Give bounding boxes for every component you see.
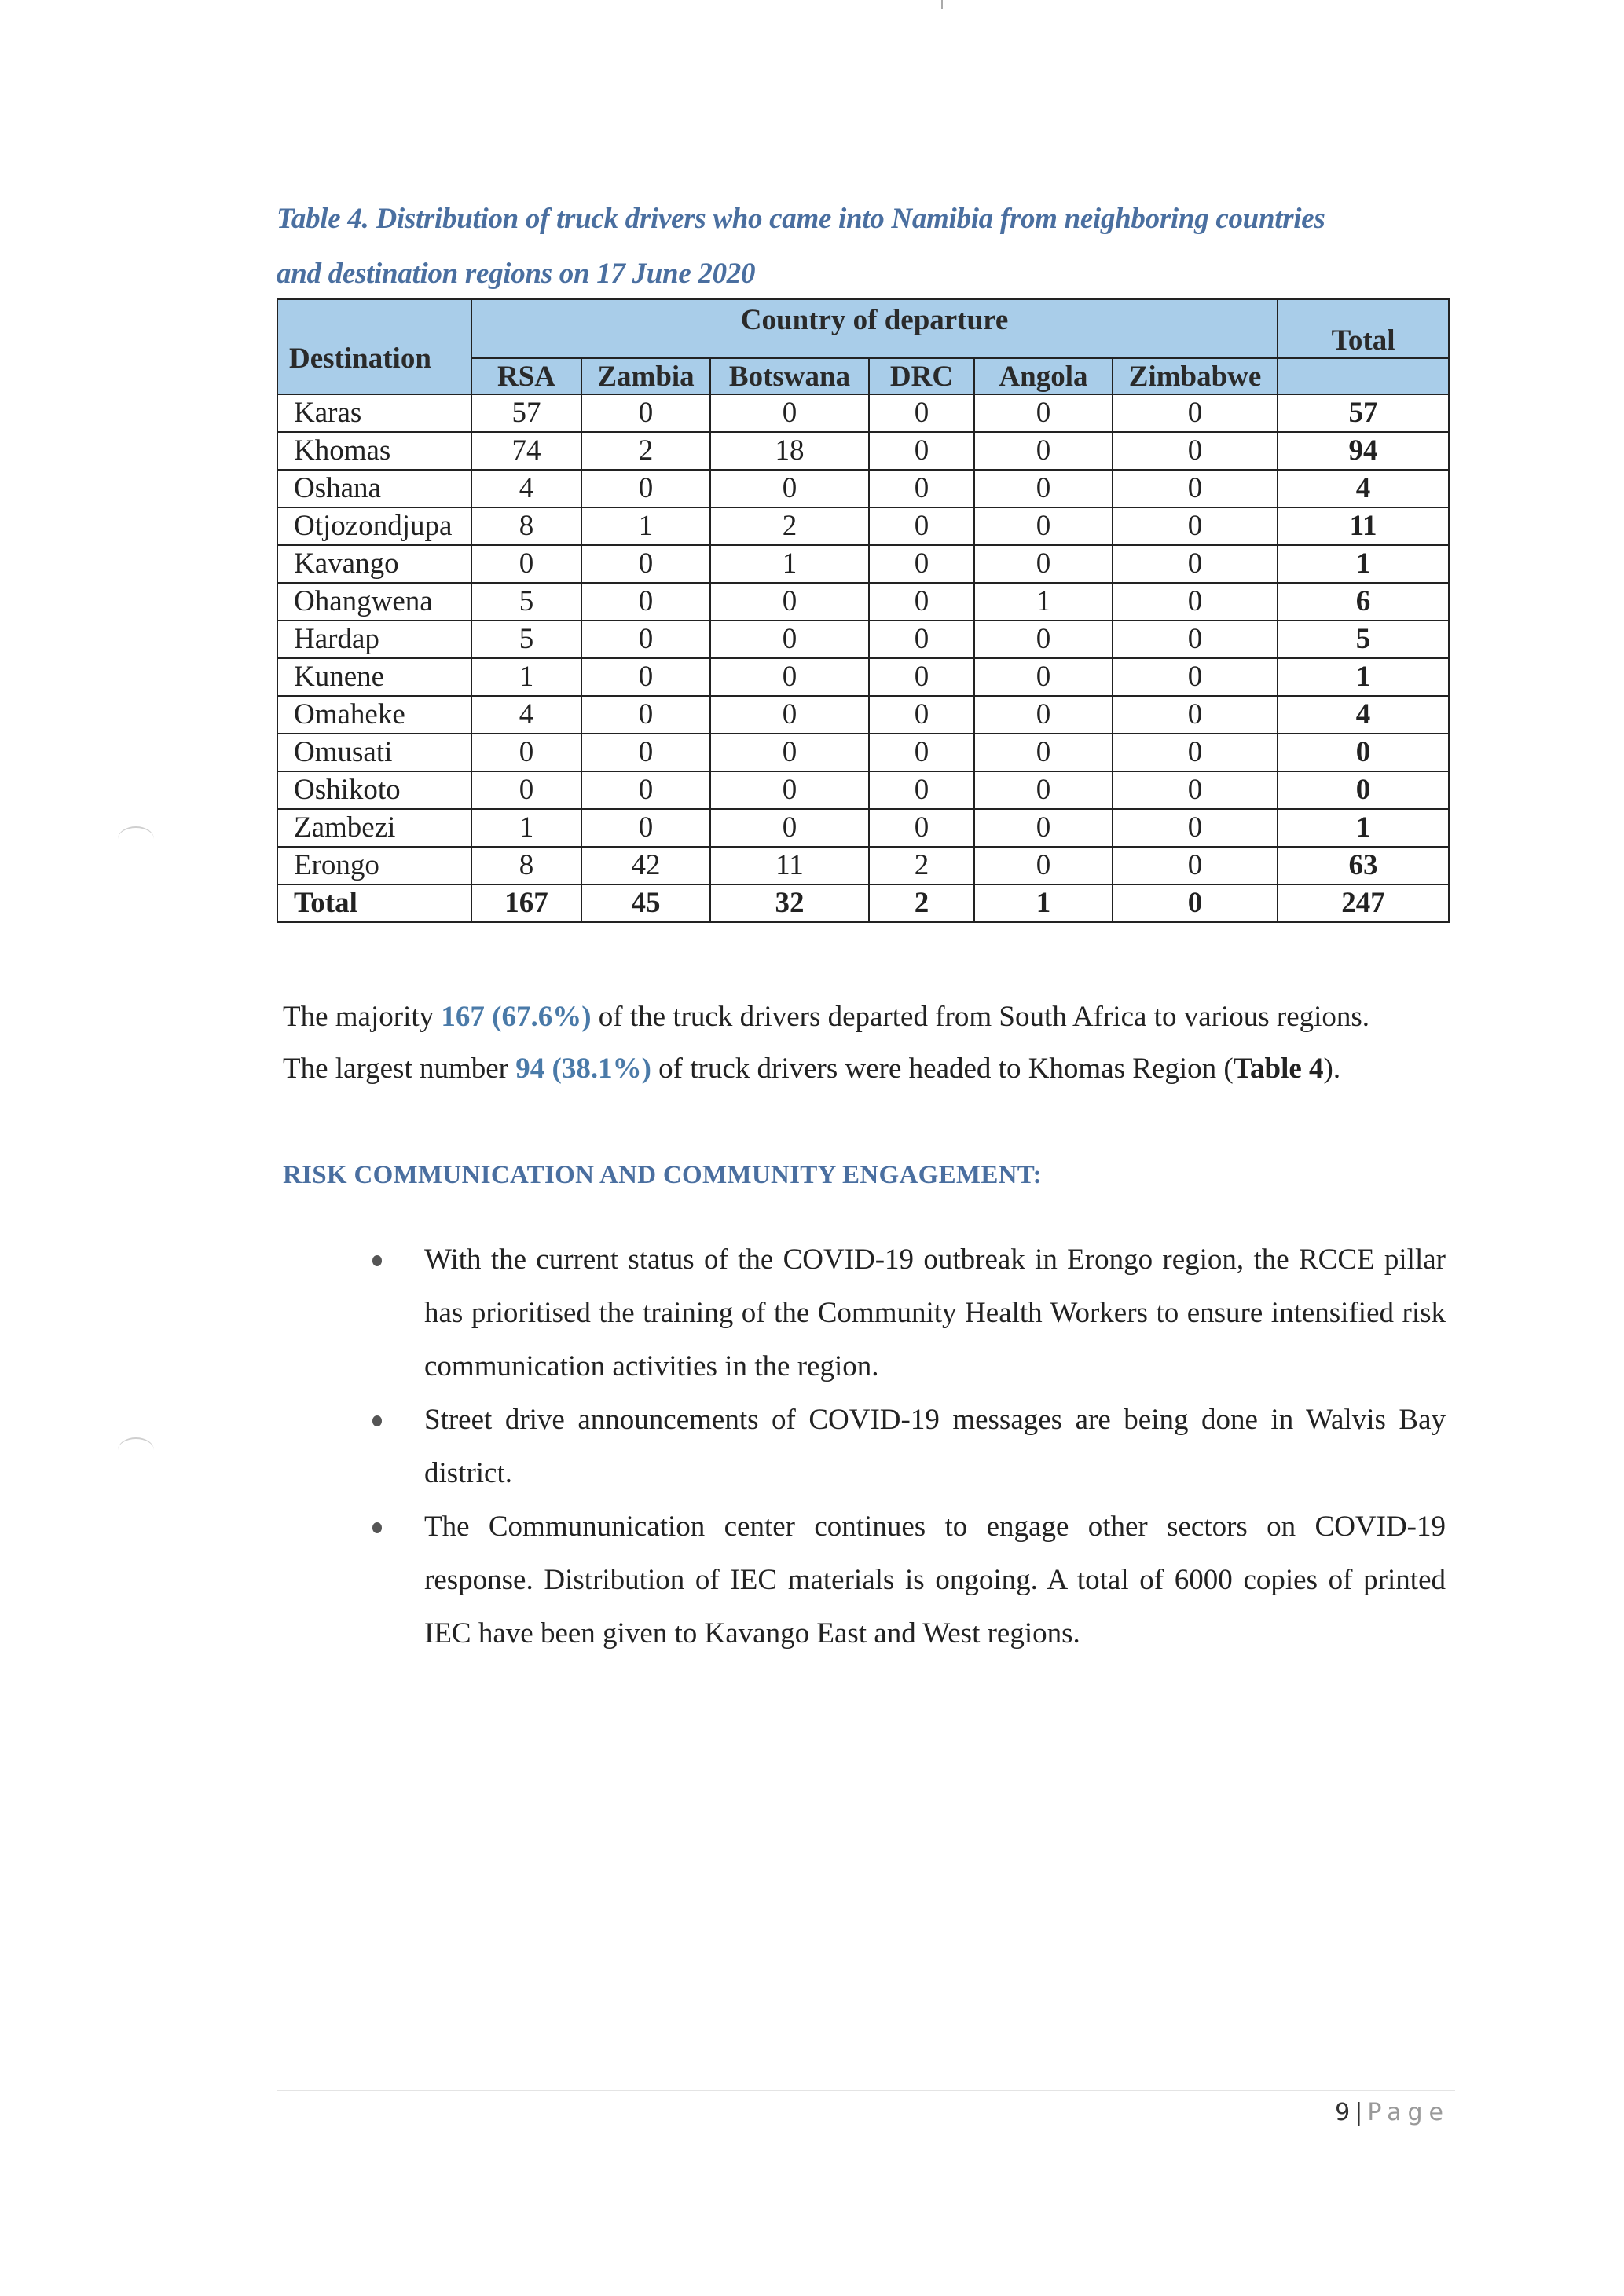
cell-count: 0	[1113, 809, 1278, 847]
cell-count: 0	[1113, 545, 1278, 583]
summary-paragraph	[283, 991, 1461, 1095]
region-name: Karas	[277, 394, 471, 432]
page-label: Page	[1367, 2099, 1450, 2126]
section-heading-rcce: RISK COMMUNICATION AND COMMUNITY ENGAGEMENT:	[283, 1161, 1042, 1189]
cell-count: 5	[471, 621, 581, 658]
cell-count: 0	[974, 507, 1113, 545]
region-name: Ohangwena	[277, 583, 471, 621]
table-row	[277, 696, 1449, 734]
caption-line-1: Table 4. Distribution of truck drivers who came into Namibia from neighboring countries	[277, 203, 1325, 235]
cell-row-total: 5	[1278, 621, 1449, 658]
cell-count: 0	[869, 545, 974, 583]
cell-count: 0	[869, 696, 974, 734]
cell-count: 1	[581, 507, 710, 545]
cell-count: 0	[974, 847, 1113, 884]
cell-count: 0	[974, 621, 1113, 658]
region-name: Omusati	[277, 734, 471, 771]
cell-count: 32	[710, 884, 869, 922]
cell-count: 0	[869, 658, 974, 696]
region-name: Otjozondjupa	[277, 507, 471, 545]
cell-row-total: 57	[1278, 394, 1449, 432]
header-total-blank	[1278, 358, 1449, 394]
caption-line-2: and destination regions on 17 June 2020	[277, 258, 756, 290]
cell-row-total: 0	[1278, 771, 1449, 809]
cell-row-total: 4	[1278, 470, 1449, 507]
header-country-botswana: Botswana	[710, 358, 869, 394]
region-name: Total	[277, 884, 471, 922]
cell-count: 0	[710, 583, 869, 621]
summary-line-2	[283, 1043, 1461, 1095]
cell-row-total: 1	[1278, 658, 1449, 696]
cell-row-total: 1	[1278, 809, 1449, 847]
table-reference: Table 4	[1233, 1053, 1324, 1085]
highlight-rsa-count: 167 (67.6%)	[441, 1001, 592, 1033]
region-name: Oshana	[277, 470, 471, 507]
cell-count: 0	[974, 696, 1113, 734]
cell-count: 2	[710, 507, 869, 545]
cell-row-total: 6	[1278, 583, 1449, 621]
table-row	[277, 583, 1449, 621]
cell-count: 5	[471, 583, 581, 621]
cell-count: 0	[1113, 847, 1278, 884]
cell-count: 4	[471, 470, 581, 507]
cell-count: 0	[869, 583, 974, 621]
summary-text: ).	[1323, 1053, 1341, 1085]
scan-artifact-mark	[941, 0, 943, 9]
cell-count: 0	[581, 734, 710, 771]
cell-count: 0	[1113, 658, 1278, 696]
cell-count: 0	[1113, 432, 1278, 470]
cell-count: 57	[471, 394, 581, 432]
cell-count: 0	[869, 809, 974, 847]
region-name: Erongo	[277, 847, 471, 884]
summary-text: The largest number	[283, 1053, 516, 1085]
cell-count: 0	[581, 545, 710, 583]
cell-count: 0	[974, 432, 1113, 470]
cell-row-total: 247	[1278, 884, 1449, 922]
footer-divider	[277, 2090, 1455, 2091]
cell-count: 0	[869, 734, 974, 771]
cell-count: 0	[1113, 734, 1278, 771]
cell-count: 1	[710, 545, 869, 583]
page-separator: |	[1355, 2099, 1363, 2126]
region-name: Omaheke	[277, 696, 471, 734]
header-total: Total	[1278, 299, 1449, 358]
table-row	[277, 507, 1449, 545]
header-country-zimbabwe: Zimbabwe	[1113, 358, 1278, 394]
summary-text: of truck drivers were headed to Khomas Region (	[651, 1053, 1234, 1085]
region-name: Kavango	[277, 545, 471, 583]
table-row	[277, 545, 1449, 583]
cell-count: 0	[869, 771, 974, 809]
cell-count: 0	[710, 658, 869, 696]
table-row	[277, 847, 1449, 884]
bullet-item	[361, 1500, 1446, 1661]
cell-count: 42	[581, 847, 710, 884]
cell-count: 0	[869, 621, 974, 658]
cell-count: 0	[710, 470, 869, 507]
summary-line-1	[283, 991, 1461, 1043]
cell-count: 0	[581, 621, 710, 658]
bullet-item	[361, 1233, 1446, 1393]
cell-count: 0	[581, 394, 710, 432]
cell-count: 0	[869, 394, 974, 432]
cell-count: 2	[869, 884, 974, 922]
cell-count: 0	[471, 545, 581, 583]
header-country-zambia: Zambia	[581, 358, 710, 394]
region-name: Kunene	[277, 658, 471, 696]
cell-count: 8	[471, 847, 581, 884]
region-name: Khomas	[277, 432, 471, 470]
header-country-rsa: RSA	[471, 358, 581, 394]
table-row	[277, 809, 1449, 847]
cell-count: 0	[471, 734, 581, 771]
cell-count: 0	[1113, 507, 1278, 545]
highlight-khomas-count: 94 (38.1%)	[515, 1053, 651, 1085]
cell-count: 1	[974, 884, 1113, 922]
cell-count: 0	[710, 621, 869, 658]
cell-count: 0	[869, 507, 974, 545]
table-row	[277, 394, 1449, 432]
cell-count: 0	[581, 809, 710, 847]
header-destination: Destination	[277, 299, 471, 394]
cell-count: 0	[974, 545, 1113, 583]
header-country-angola: Angola	[974, 358, 1113, 394]
table-row	[277, 734, 1449, 771]
cell-count: 11	[710, 847, 869, 884]
cell-count: 0	[974, 658, 1113, 696]
bullet-dot-icon	[372, 1415, 382, 1426]
table-row	[277, 658, 1449, 696]
cell-row-total: 11	[1278, 507, 1449, 545]
cell-count: 0	[710, 696, 869, 734]
cell-count: 0	[581, 658, 710, 696]
table-row	[277, 621, 1449, 658]
cell-count: 1	[471, 809, 581, 847]
region-name: Zambezi	[277, 809, 471, 847]
cell-count: 0	[710, 771, 869, 809]
bullet-text: Street drive announcements of COVID-19 messages are being done in Walvis Bay district.	[424, 1404, 1446, 1489]
scan-artifact-arc	[118, 826, 154, 851]
cell-count: 0	[869, 470, 974, 507]
cell-count: 0	[974, 470, 1113, 507]
cell-count: 0	[974, 809, 1113, 847]
header-country-of-departure: Country of departure	[471, 299, 1278, 358]
cell-count: 1	[471, 658, 581, 696]
truck-drivers-table	[277, 298, 1450, 923]
bullet-text: With the current status of the COVID-19 outbreak in Erongo region, the RCCE pillar has prioritised the training of the Community Health Workers to ensure intensified risk communication activities in the region.	[424, 1243, 1446, 1382]
table-row	[277, 470, 1449, 507]
cell-count: 0	[581, 771, 710, 809]
cell-count: 0	[1113, 394, 1278, 432]
cell-count: 0	[1113, 621, 1278, 658]
cell-count: 0	[581, 583, 710, 621]
bullet-item	[361, 1393, 1446, 1500]
bullet-dot-icon	[372, 1255, 382, 1266]
bullet-dot-icon	[372, 1522, 382, 1533]
bullet-text: The Commununication center continues to engage other sectors on COVID-19 response. Distribution of IEC materials is ongoing. A total of 6000 copies of printed IEC have been given to Kavango East and West regions.	[424, 1511, 1446, 1650]
cell-count: 0	[471, 771, 581, 809]
scan-artifact-arc	[118, 1437, 154, 1463]
region-name: Oshikoto	[277, 771, 471, 809]
cell-count: 0	[1113, 470, 1278, 507]
page-number-footer	[1335, 2099, 1450, 2126]
cell-count: 167	[471, 884, 581, 922]
cell-count: 0	[974, 734, 1113, 771]
table-row	[277, 771, 1449, 809]
table-caption	[277, 192, 1455, 302]
table-body	[277, 394, 1449, 922]
cell-count: 45	[581, 884, 710, 922]
cell-row-total: 4	[1278, 696, 1449, 734]
cell-count: 0	[710, 394, 869, 432]
summary-text: of the truck drivers departed from South Africa to various regions.	[591, 1001, 1370, 1033]
table-row	[277, 432, 1449, 470]
cell-row-total: 0	[1278, 734, 1449, 771]
table-total-row	[277, 884, 1449, 922]
cell-count: 0	[1113, 583, 1278, 621]
summary-text: The majority	[283, 1001, 442, 1033]
cell-count: 1	[974, 583, 1113, 621]
rcce-bullet-list	[361, 1233, 1446, 1661]
cell-count: 0	[710, 809, 869, 847]
page-number: 9	[1335, 2099, 1351, 2126]
cell-row-total: 63	[1278, 847, 1449, 884]
cell-count: 74	[471, 432, 581, 470]
cell-count: 4	[471, 696, 581, 734]
cell-count: 0	[869, 432, 974, 470]
cell-count: 0	[974, 394, 1113, 432]
header-country-drc: DRC	[869, 358, 974, 394]
cell-count: 0	[974, 771, 1113, 809]
cell-count: 2	[581, 432, 710, 470]
cell-count: 8	[471, 507, 581, 545]
cell-count: 0	[710, 734, 869, 771]
cell-count: 2	[869, 847, 974, 884]
cell-row-total: 94	[1278, 432, 1449, 470]
cell-count: 0	[581, 470, 710, 507]
cell-count: 0	[1113, 884, 1278, 922]
cell-count: 0	[581, 696, 710, 734]
region-name: Hardap	[277, 621, 471, 658]
cell-count: 0	[1113, 771, 1278, 809]
cell-count: 0	[1113, 696, 1278, 734]
cell-row-total: 1	[1278, 545, 1449, 583]
cell-count: 18	[710, 432, 869, 470]
